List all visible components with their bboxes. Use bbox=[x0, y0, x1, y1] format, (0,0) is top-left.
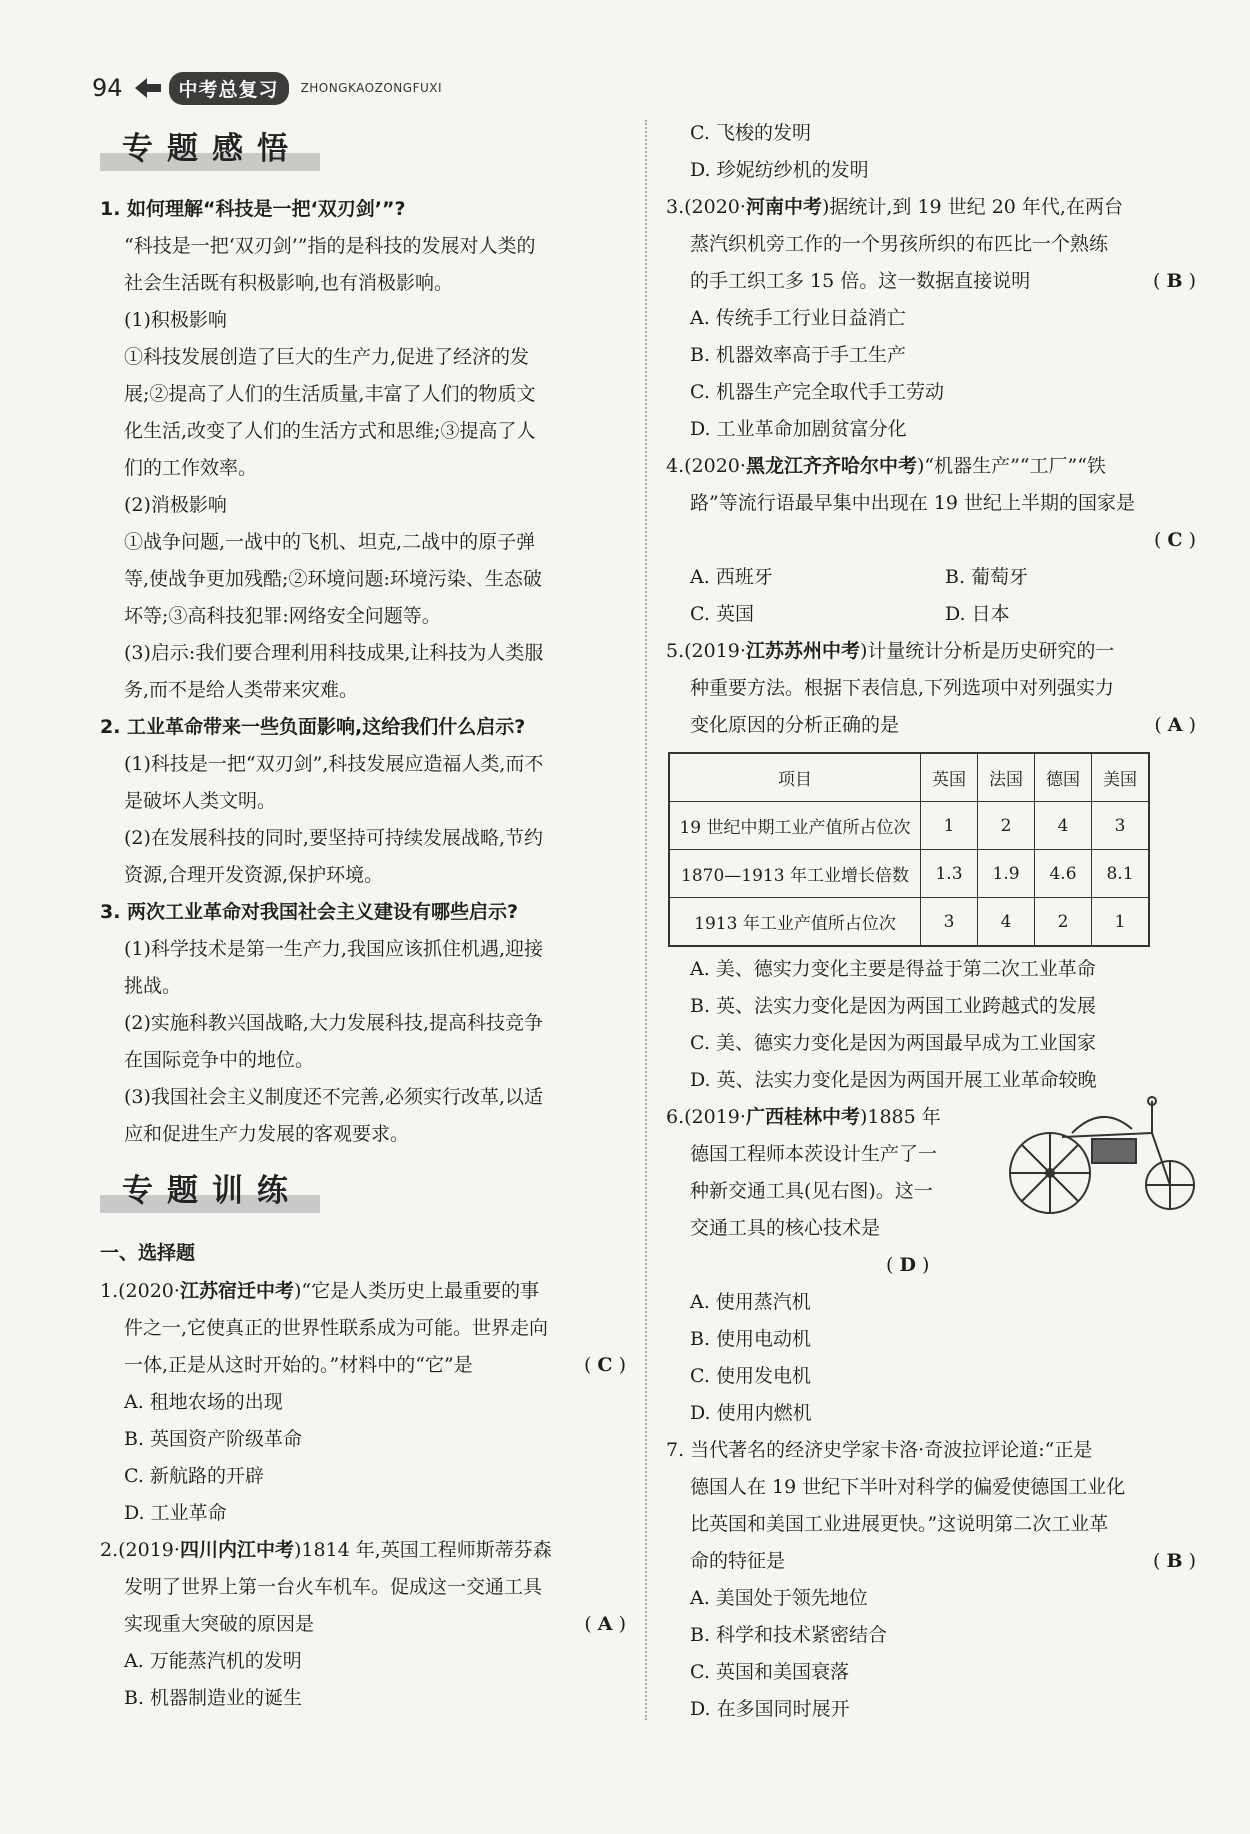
text-line: 务,而不是给人类带来灾难。 bbox=[124, 679, 359, 701]
page-header bbox=[92, 68, 442, 108]
question-title: 1. 如何理解“科技是一把‘双刃剑’”? bbox=[100, 198, 406, 220]
option: D. 工业革命加剧贫富分化 bbox=[690, 418, 907, 440]
table-header: 英国 bbox=[921, 753, 978, 802]
option: B. 葡萄牙 bbox=[945, 566, 1029, 588]
answer-paren: ( B ) bbox=[1153, 270, 1196, 292]
table-row bbox=[669, 898, 1149, 947]
mc-question-5: 5.(2019·江苏苏州中考)计量统计分析是历史研究的一 种重要方法。根据下表信息,下列选项中对列强实力 变化原因的分析正确的是 ( A ) 项目 英国 法国 德国 美国 19 世纪中期工业产值所占位次 1 2 4 3 1870—1913 年工业增长倍数 1.3 1.9 4.6 8.1 1913 年工业产值所占位次 3 4 2 1 A. 美、德实力变化主要是得益于第二次工业革命 B. 英、法实力变化是因为两国工业跨越式的发展 C. 美、德实力变化是因为两国最早成为工业国家 D. 英、法实力变化是因为两国开展工业革命较晚 bbox=[666, 633, 1200, 1099]
option: C. 英国 bbox=[690, 603, 754, 625]
mc-question-3: 3.(2020·河南中考)据统计,到 19 世纪 20 年代,在两台 蒸汽织机旁工作的一个男孩所织的布匹比一个熟练 的手工织工多 15 倍。这一数据直接说明 ( B ) A. 传统手工行业日益消亡 B. 机器效率高于手工生产 C. 机器生产完全取代手工劳动 D. 工业革命加剧贫富分化 bbox=[666, 189, 1200, 448]
text-line: (1)科技是一把“双刃剑”,科技发展应造福人类,而不 bbox=[124, 753, 544, 775]
option: C. 英国和美国衰落 bbox=[690, 1661, 849, 1683]
answer: C bbox=[1167, 529, 1183, 551]
column-divider bbox=[645, 120, 647, 1720]
text-line: 社会生活既有积极影响,也有消极影响。 bbox=[124, 272, 454, 294]
option: D. 在多国同时展开 bbox=[690, 1698, 850, 1720]
table-cell: 1.3 bbox=[921, 850, 978, 898]
answer: A bbox=[597, 1613, 613, 1635]
table-cell: 2 bbox=[978, 802, 1035, 850]
table-cell: 1870—1913 年工业增长倍数 bbox=[669, 850, 921, 898]
option: D. 珍妮纺纱机的发明 bbox=[690, 159, 869, 181]
table-header: 项目 bbox=[669, 753, 921, 802]
table-cell: 8.1 bbox=[1092, 850, 1150, 898]
text-line: 资源,合理开发资源,保护环境。 bbox=[124, 864, 384, 886]
table-cell: 4 bbox=[978, 898, 1035, 947]
answer: A bbox=[1167, 714, 1183, 736]
page-number: 94 bbox=[92, 74, 123, 102]
mc-question-4: 4.(2020·黑龙江齐齐哈尔中考)“机器生产”“工厂”“铁 路”等流行语最早集中出现在 19 世纪上半期的国家是 ( C ) A. 西班牙 B. 葡萄牙 C. 英国 D. 日本 bbox=[666, 448, 1200, 633]
text-line: 坏等;③高科技犯罪:网络安全问题等。 bbox=[124, 605, 441, 627]
text-line: 应和促进生产力发展的客观要求。 bbox=[124, 1123, 410, 1145]
table-cell: 1 bbox=[1092, 898, 1150, 947]
option: A. 西班牙 bbox=[690, 566, 773, 588]
text-line: ①战争问题,一战中的飞机、坦克,二战中的原子弹 bbox=[124, 531, 536, 553]
right-column bbox=[666, 115, 1200, 1728]
mc-question-7: 7. 当代著名的经济史学家卡洛·奇波拉评论道:“正是 德国人在 19 世纪下半叶对科学的偏爱使德国工业化 比英国和美国工业进展更快。”这说明第二次工业革 命的特征是 ( B ) A. 美国处于领先地位 B. 科学和技术紧密结合 C. 英国和美国衰落 D. 在多国同时展开 bbox=[666, 1432, 1200, 1728]
table-cell: 3 bbox=[1092, 802, 1150, 850]
option: B. 英国资产阶级革命 bbox=[124, 1428, 303, 1450]
text-line: (2)实施科教兴国战略,大力发展科技,提高科技竞争 bbox=[124, 1012, 543, 1034]
text-line: ①科技发展创造了巨大的生产力,促进了经济的发 bbox=[124, 346, 530, 368]
table-header: 德国 bbox=[1035, 753, 1092, 802]
text-line: (3)启示:我们要合理利用科技成果,让科技为人类服 bbox=[124, 642, 544, 664]
text-line: (1)积极影响 bbox=[124, 309, 227, 331]
option: D. 工业革命 bbox=[124, 1502, 227, 1524]
option: B. 机器效率高于手工生产 bbox=[690, 344, 907, 366]
essay-question-1 bbox=[100, 191, 630, 709]
answer-paren: ( B ) bbox=[1153, 1550, 1196, 1572]
option: D. 使用内燃机 bbox=[690, 1402, 812, 1424]
benz-car-image bbox=[1002, 1093, 1202, 1223]
table-cell: 1913 年工业产值所占位次 bbox=[669, 898, 921, 947]
table-cell: 4.6 bbox=[1035, 850, 1092, 898]
answer: B bbox=[1166, 270, 1183, 292]
left-column bbox=[100, 115, 630, 1717]
mc-question-6: 6.(2019·广西桂林中考)1885 年 德国工程师本茨设计生产了一 种新交通工具(见右图)。这一 交通工具的核心技术是 ( D ) A. 使用蒸汽机 B. 使用电动机 C. 使用发电机 D. 使用内燃机 bbox=[666, 1099, 1200, 1432]
answer-paren: ( D ) bbox=[886, 1254, 930, 1276]
text-line: “科技是一把‘双刃剑’”指的是科技的发展对人类的 bbox=[124, 235, 536, 257]
text-line: 是破坏人类文明。 bbox=[124, 790, 277, 812]
option: A. 使用蒸汽机 bbox=[690, 1291, 811, 1313]
text-line: 在国际竞争中的地位。 bbox=[124, 1049, 315, 1071]
table-row bbox=[669, 802, 1149, 850]
text-line: (2)在发展科技的同时,要坚持可持续发展战略,节约 bbox=[124, 827, 543, 849]
question-title: 2. 工业革命带来一些负面影响,这给我们什么启示? bbox=[100, 716, 526, 738]
essay-question-3 bbox=[100, 894, 630, 1153]
text-line: 化生活,改变了人们的生活方式和思维;③提高了人 bbox=[124, 420, 536, 442]
answer: D bbox=[899, 1254, 916, 1276]
arrow-left-icon bbox=[135, 78, 161, 98]
table-row bbox=[669, 850, 1149, 898]
answer-paren: ( A ) bbox=[584, 1613, 626, 1635]
question-title: 3. 两次工业革命对我国社会主义建设有哪些启示? bbox=[100, 901, 519, 923]
option: A. 传统手工行业日益消亡 bbox=[690, 307, 906, 329]
option: B. 科学和技术紧密结合 bbox=[690, 1624, 888, 1646]
text-line: 们的工作效率。 bbox=[124, 457, 258, 479]
option: B. 使用电动机 bbox=[690, 1328, 812, 1350]
essay-question-2 bbox=[100, 709, 630, 894]
table-cell: 1.9 bbox=[978, 850, 1035, 898]
section-heading-insight: 专题感悟 bbox=[100, 123, 630, 175]
text-line: (1)科学技术是第一生产力,我国应该抓住机遇,迎接 bbox=[124, 938, 543, 960]
option: A. 美、德实力变化主要是得益于第二次工业革命 bbox=[690, 958, 1096, 980]
option: C. 新航路的开辟 bbox=[124, 1465, 264, 1487]
brand-badge: 中考总复习 bbox=[169, 72, 289, 105]
table-cell: 2 bbox=[1035, 898, 1092, 947]
option: D. 日本 bbox=[945, 603, 1010, 625]
brand-pinyin: ZHONGKAOZONGFUXI bbox=[300, 81, 443, 95]
subsection-title: 一、选择题 bbox=[100, 1242, 196, 1264]
option: C. 美、德实力变化是因为两国最早成为工业国家 bbox=[690, 1032, 1096, 1054]
option: C. 使用发电机 bbox=[690, 1365, 811, 1387]
text-line: (2)消极影响 bbox=[124, 494, 227, 516]
answer: C bbox=[597, 1354, 613, 1376]
text-line: 展;②提高了人们的生活质量,丰富了人们的物质文 bbox=[124, 383, 536, 405]
answer-paren: ( A ) bbox=[1154, 714, 1196, 736]
table-cell: 1 bbox=[921, 802, 978, 850]
option: C. 飞梭的发明 bbox=[690, 122, 811, 144]
table-cell: 4 bbox=[1035, 802, 1092, 850]
text-line: (3)我国社会主义制度还不完善,必须实行改革,以适 bbox=[124, 1086, 543, 1108]
section-heading-training: 专题训练 bbox=[100, 1165, 630, 1217]
answer: B bbox=[1166, 1550, 1183, 1572]
table-header: 法国 bbox=[978, 753, 1035, 802]
table-header: 美国 bbox=[1092, 753, 1150, 802]
mc-question-1: 1.(2020·江苏宿迁中考)“它是人类历史上最重要的事 件之一,它使真正的世界性联系成为可能。世界走向 一体,正是从这时开始的。”材料中的“它”是 ( C ) A. 租地农场的出现 B. 英国资产阶级革命 C. 新航路的开辟 D. 工业革命 bbox=[100, 1273, 630, 1532]
option: B. 英、法实力变化是因为两国工业跨越式的发展 bbox=[690, 995, 1097, 1017]
statistics-table bbox=[668, 752, 1150, 947]
option: A. 万能蒸汽机的发明 bbox=[124, 1650, 302, 1672]
option: B. 机器制造业的诞生 bbox=[124, 1687, 303, 1709]
table-cell: 19 世纪中期工业产值所占位次 bbox=[669, 802, 921, 850]
answer-paren: ( C ) bbox=[1153, 529, 1196, 551]
option: D. 英、法实力变化是因为两国开展工业革命较晚 bbox=[690, 1069, 1097, 1091]
answer-paren: ( C ) bbox=[583, 1354, 626, 1376]
option: A. 美国处于领先地位 bbox=[690, 1587, 868, 1609]
mc-question-2: 2.(2019·四川内江中考)1814 年,英国工程师斯蒂芬森 发明了世界上第一台火车机车。促成这一交通工具 实现重大突破的原因是 ( A ) A. 万能蒸汽机的发明 B. 机器制造业的诞生 bbox=[100, 1532, 630, 1717]
text-line: 挑战。 bbox=[124, 975, 182, 997]
text-line: 等,使战争更加残酷;②环境问题:环境污染、生态破 bbox=[124, 568, 542, 590]
table-cell: 3 bbox=[921, 898, 978, 947]
table-header-row bbox=[669, 753, 1149, 802]
option: A. 租地农场的出现 bbox=[124, 1391, 283, 1413]
option: C. 机器生产完全取代手工劳动 bbox=[690, 381, 944, 403]
